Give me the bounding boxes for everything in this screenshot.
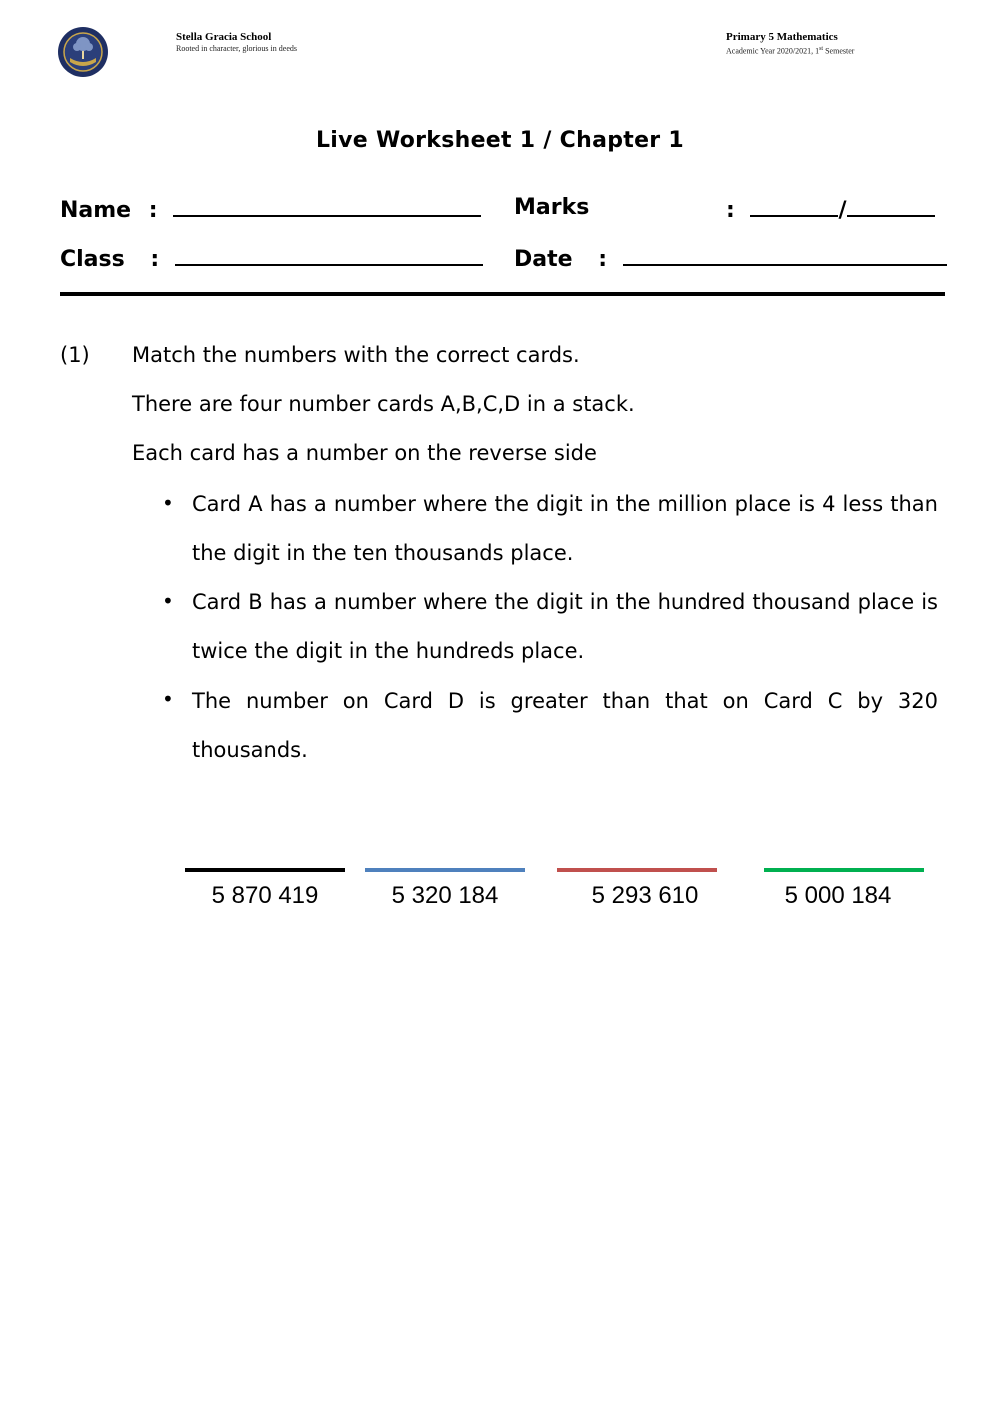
card-number: 5 293 610 [591, 882, 699, 909]
card-number: 5 000 184 [784, 882, 892, 909]
card-color-bar [365, 868, 525, 872]
date-field: Date : [514, 244, 947, 272]
subject-title: Primary 5 Mathematics [726, 31, 838, 43]
question-number: (1) [60, 343, 90, 367]
class-field: Class : [60, 244, 483, 272]
question-line: Match the numbers with the correct cards. [132, 343, 580, 367]
bullet-dot: • [162, 687, 174, 711]
marks-label: Marks [514, 195, 590, 220]
card-color-bar [557, 868, 717, 872]
header-divider [60, 292, 945, 296]
academic-year: Academic Year 2020/2021, 1st Semester [726, 46, 855, 56]
school-logo [57, 26, 109, 78]
class-label: Class [60, 247, 125, 272]
name-field: Name : [60, 195, 481, 223]
subject-header [726, 31, 854, 57]
marks-label-field [514, 195, 589, 220]
number-card[interactable] [557, 868, 717, 910]
date-blank[interactable] [623, 244, 947, 266]
school-name: Stella Gracia School [176, 31, 272, 43]
school-header [176, 31, 297, 54]
date-label: Date [514, 247, 573, 272]
bullet-dot: • [162, 491, 174, 515]
number-card[interactable] [185, 868, 345, 910]
marks-slash: / [838, 198, 847, 223]
clue-card-c-d: The number on Card D is greater than that on Card C by 320 thousands. [192, 689, 938, 762]
class-blank[interactable] [175, 244, 483, 266]
card-number: 5 870 419 [211, 882, 319, 909]
marks-score-blank[interactable] [750, 195, 838, 217]
clue-card-b: Card B has a number where the digit in the hundred thousand place is twice the digit in the hundreds place. [192, 590, 938, 663]
number-card[interactable] [365, 868, 525, 910]
question-line: Each card has a number on the reverse side [132, 441, 597, 465]
card-color-bar [764, 868, 924, 872]
question-line: There are four number cards A,B,C,D in a stack. [132, 392, 635, 416]
card-color-bar [185, 868, 345, 872]
school-motto: Rooted in character, glorious in deeds [176, 44, 297, 53]
number-card[interactable] [764, 868, 924, 910]
clue-card-a: Card A has a number where the digit in the million place is 4 less than the digit in the ten thousands place. [192, 492, 938, 565]
bullet-dot: • [162, 589, 174, 613]
name-blank[interactable] [173, 195, 481, 217]
marks-field: : / [726, 195, 935, 223]
marks-total-blank[interactable] [847, 195, 935, 217]
worksheet-title: Live Worksheet 1 / Chapter 1 [315, 128, 685, 153]
card-number: 5 320 184 [391, 882, 499, 909]
name-label: Name [60, 198, 132, 223]
